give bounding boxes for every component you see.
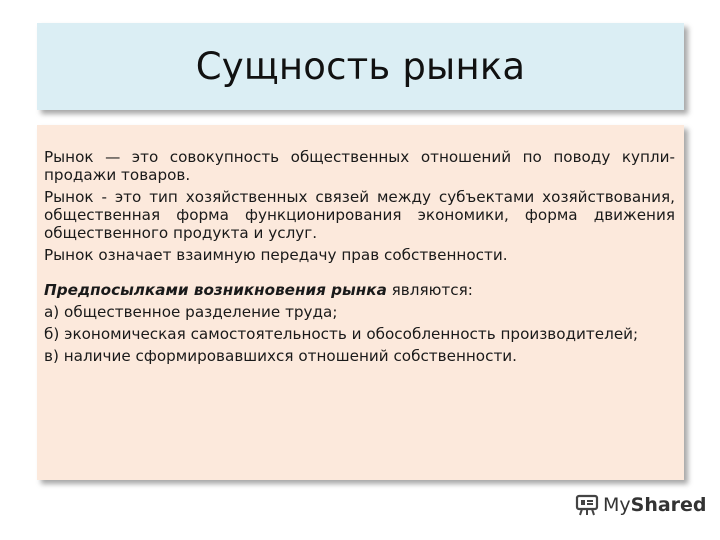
prerequisite-a: а) общественное разделение труда;: [44, 303, 338, 321]
definition-2: Рынок - это тип хозяйственных связей между субъектами хозяйствования, общественная форма функционирования экономики, форма движения общественного продукта и услуг.: [44, 188, 675, 242]
myshared-logo-icon: [575, 494, 599, 516]
myshared-watermark: [575, 494, 707, 516]
myshared-text: [603, 494, 707, 516]
slide-content-box: [37, 125, 684, 480]
myshared-text-my: My: [603, 494, 631, 516]
prerequisites-heading-rest: являются:: [386, 281, 473, 299]
prerequisite-c: в) наличие сформировавшихся отношений собственности.: [44, 347, 517, 365]
slide-title-box: [37, 23, 684, 110]
prerequisites-heading-bold: Предпосылками возникновения рынка: [44, 281, 387, 299]
slide-title: Сущность рынка: [195, 45, 526, 88]
prerequisites-heading: [44, 281, 675, 299]
definition-1: Рынок — это совокупность общественных отношений по поводу купли-продажи товаров.: [44, 148, 675, 184]
prerequisite-b: б) экономическая самостоятельность и обособленность производителей;: [44, 325, 639, 343]
definition-3: Рынок означает взаимную передачу прав собственности.: [44, 246, 508, 264]
myshared-text-shared: Shared: [630, 494, 707, 516]
